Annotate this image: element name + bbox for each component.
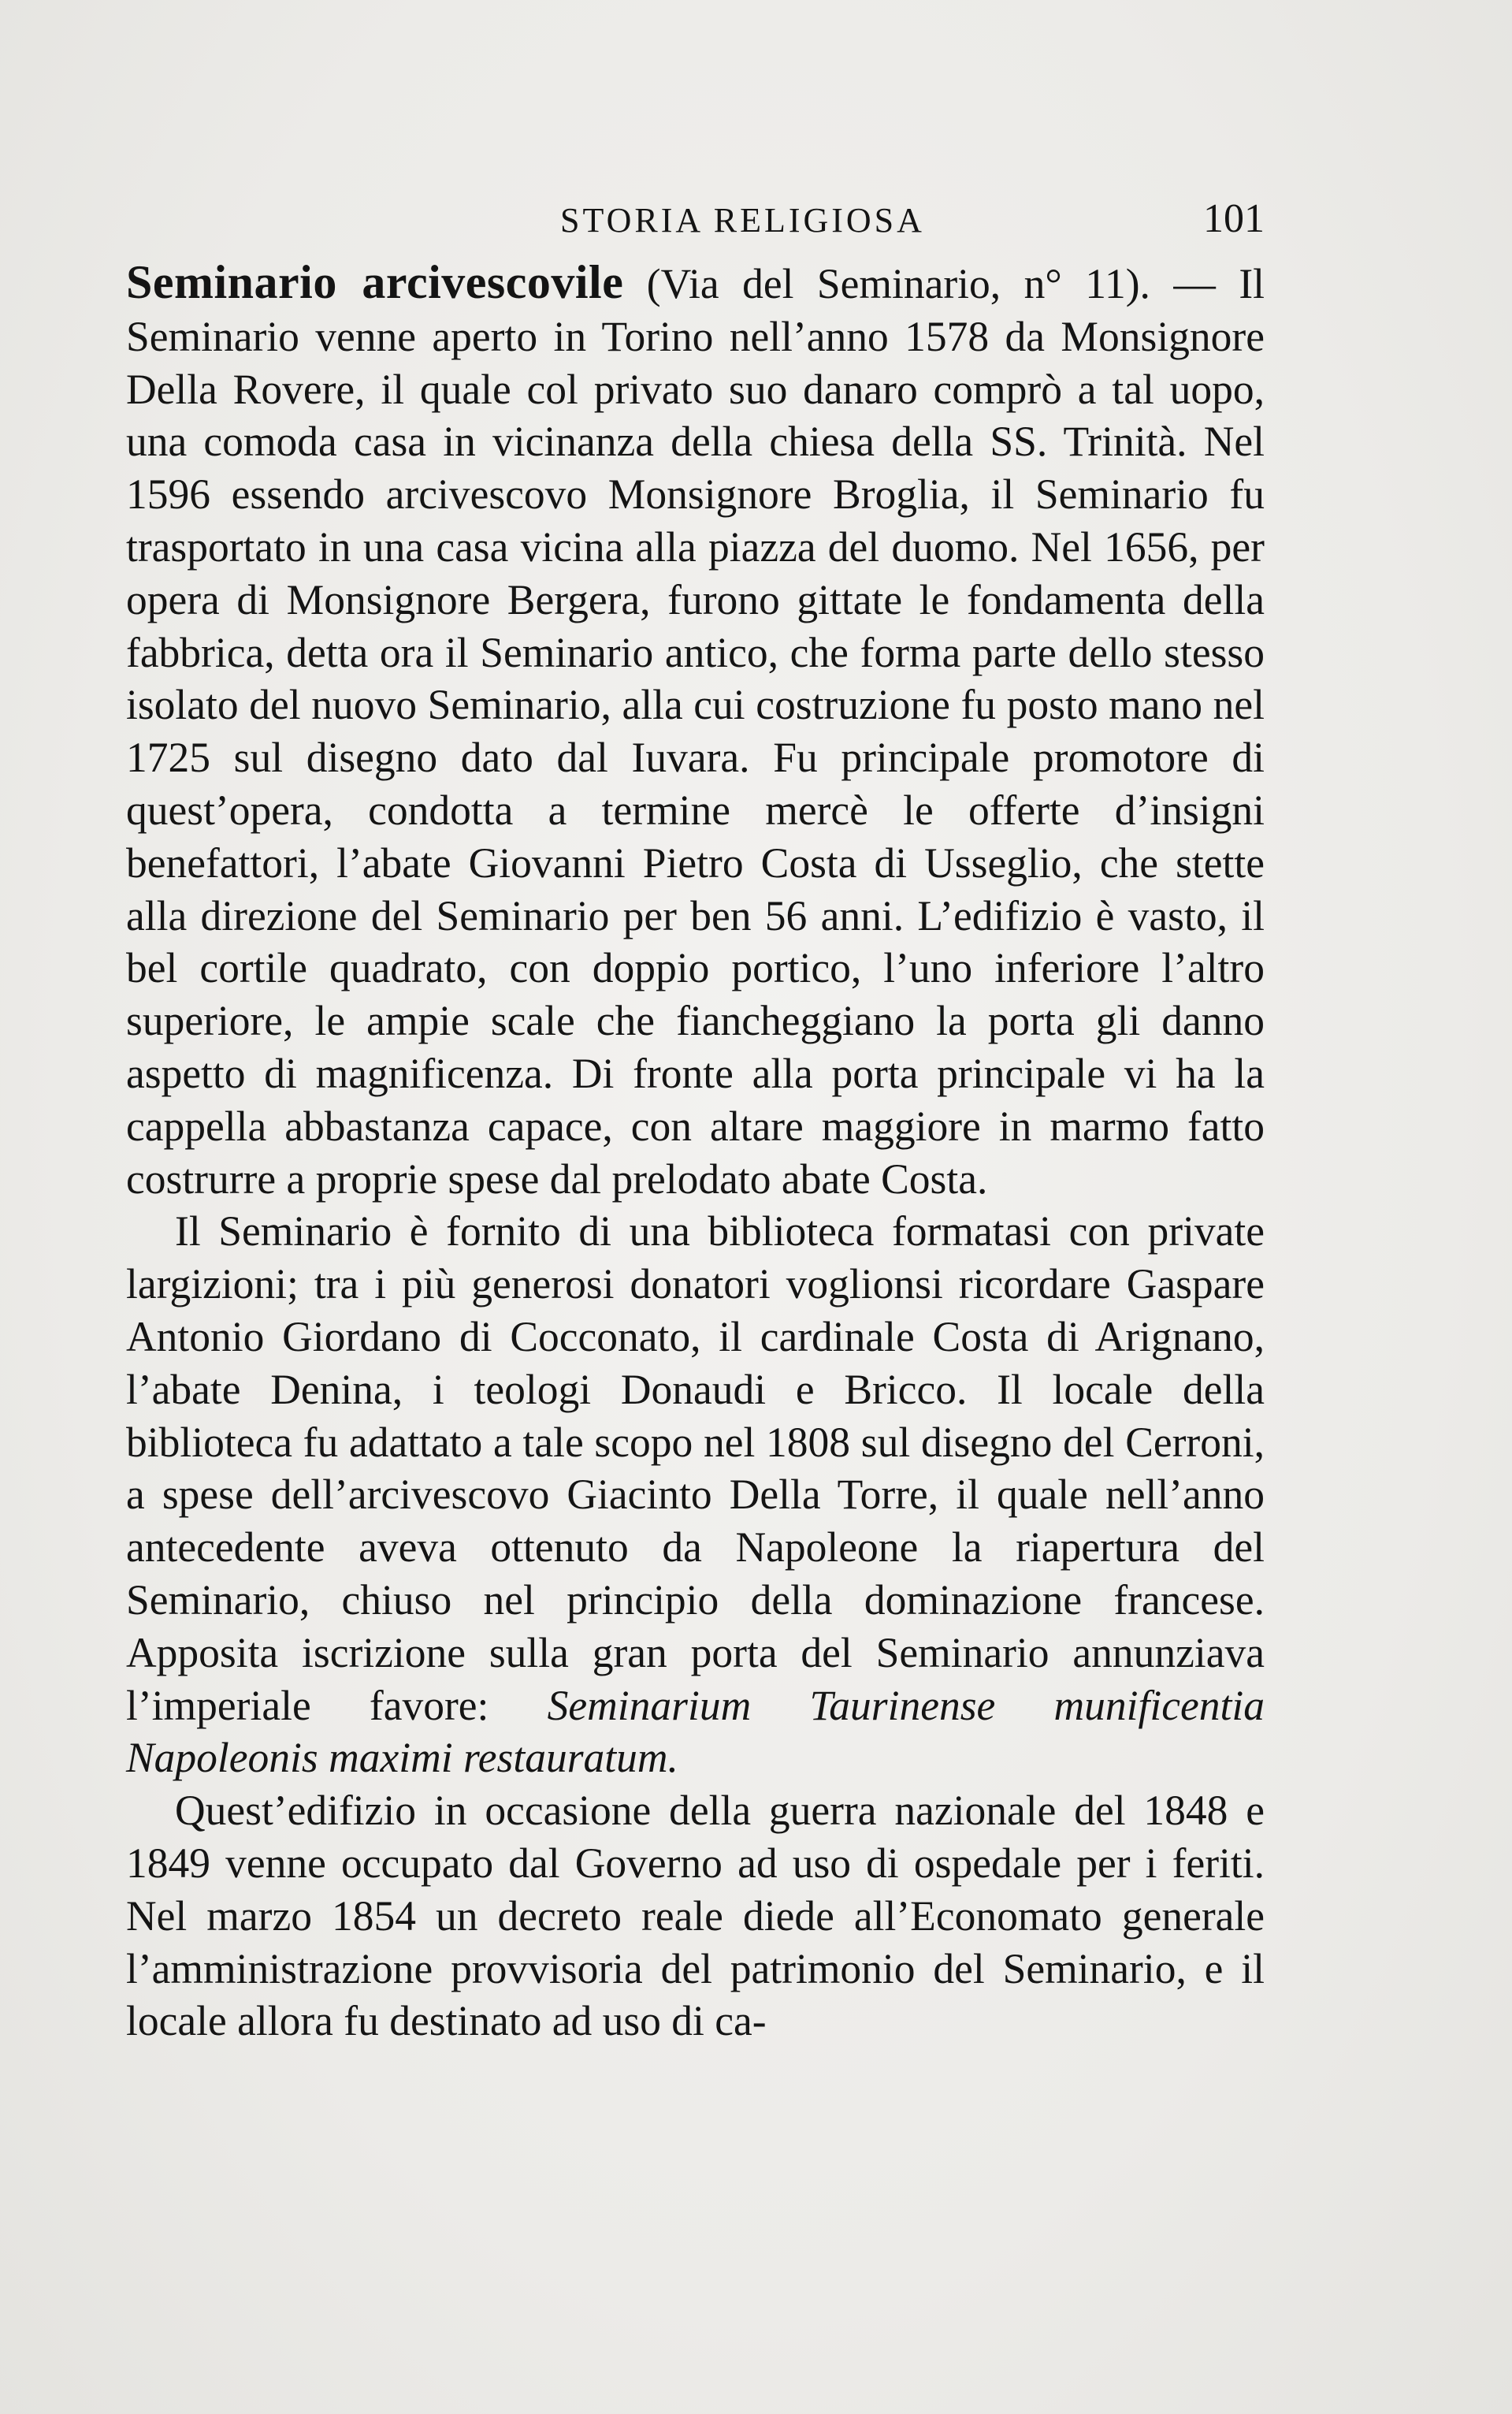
running-header xyxy=(126,197,1265,252)
heading-address-note: (Via del Seminario, n° 11). xyxy=(623,260,1150,307)
running-title: STORIA RELIGIOSA xyxy=(560,201,925,240)
paragraph-library xyxy=(126,1205,1265,1784)
paragraph-2-text: Il Seminario è fornito di una biblioteca formatasi con private largizioni; tra i più generosi donatori voglionsi ricordare Gaspare Antonio Giordano di Cocconato, il cardinale Costa di Arignano, l’abate Denina, i teologi Donaudi e Bricco. Il locale della biblioteca fu adattato a tale scopo nel 1808 sul disegno del Cerroni, a spese dell’arcivescovo Giacinto Della Torre, il quale nell’anno antecedente aveva ottenuto da Napoleone la riapertura del Seminario, chiuso nel principio della dominazione francese. Apposita iscrizione sulla gran porta del Seminario annunziava l’imperiale favore: xyxy=(126,1207,1265,1729)
paragraph-war-hospital xyxy=(126,1784,1265,2048)
body-text xyxy=(126,256,1265,2048)
paragraph-seminario-history xyxy=(126,256,1265,1205)
paragraph-1-text: — Il Seminario venne aperto in Torino nell’anno 1578 da Monsignore Della Rovere, il quale col privato suo danaro comprò a tal uopo, una comoda casa in vicinanza della chiesa della SS. Trinità. Nel 1596 essendo arcivescovo Monsignore Broglia, il Seminario fu trasportato in una casa vicina alla piazza del duomo. Nel 1656, per opera di Monsignore Bergera, furono gittate le fondamenta della fabbrica, detta ora il Seminario antico, che forma parte dello stesso isolato del nuovo Seminario, alla cui costruzione fu posto mano nel 1725 sul disegno dato dal Iuvara. Fu principale promotore di quest’opera, condotta a termine mercè le offerte d’insigni benefattori, l’abate Giovanni Pietro Costa di Usseglio, che stette alla direzione del Seminario per ben 56 anni. L’edifizio è vasto, il bel cortile quadrato, con doppio portico, l’uno inferiore l’altro superiore, le ampie scale che fiancheggiano la porta gli danno aspetto di magnificenza. Di fronte alla porta principale vi ha la cappella abbastanza capace, con altare maggiore in marmo fatto costrurre a proprie spese dal prelodato abate Costa. xyxy=(126,260,1265,1203)
latin-inscription: Seminarium Taurinense munificentia Napoleonis maximi restauratum. xyxy=(126,1681,1265,1782)
paragraph-3-text: Quest’edifizio in occasione della guerra nazionale del 1848 e 1849 venne occupato dal Governo ad uso di ospedale per i feriti. Nel marzo 1854 un decreto reale diede all’Economato generale l’amministrazione provvisoria del patrimonio del Seminario, e il locale allora fu destinato ad uso di ca- xyxy=(126,1787,1265,2045)
page-number: 101 xyxy=(1203,196,1265,241)
section-heading: Seminario arcivescovile xyxy=(126,256,624,308)
